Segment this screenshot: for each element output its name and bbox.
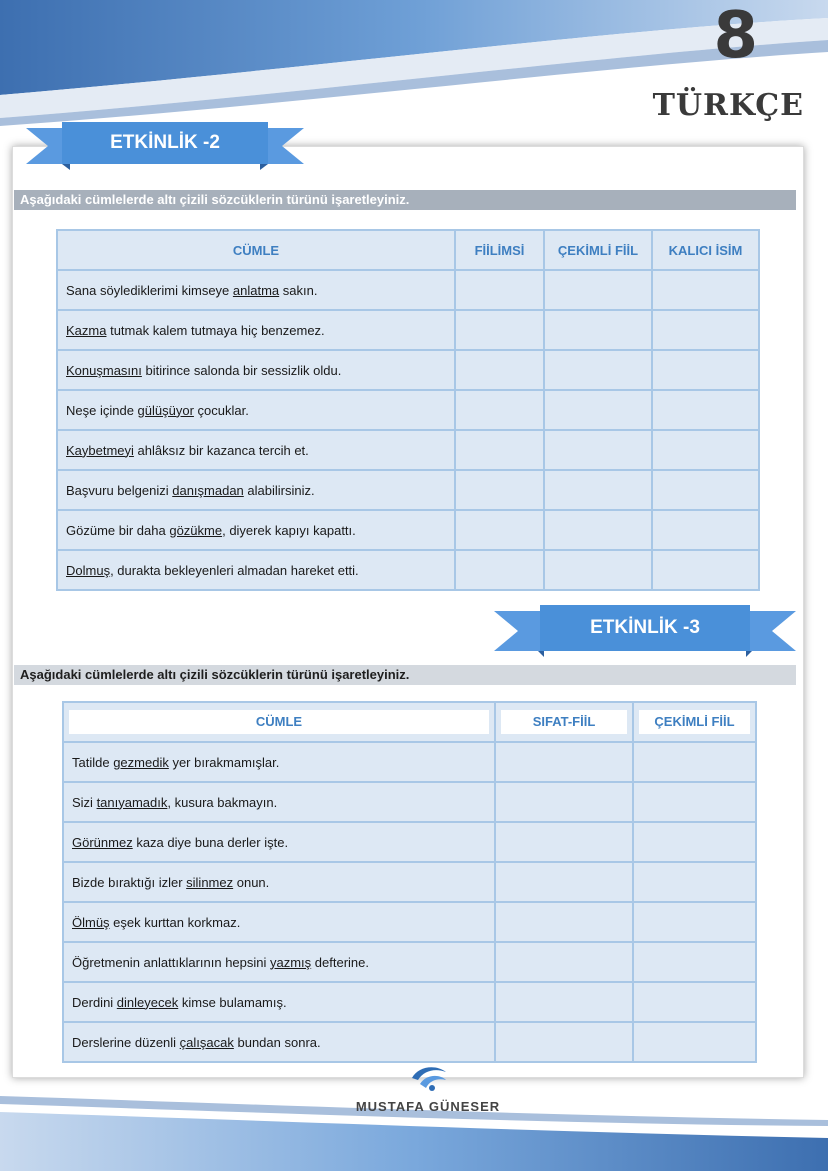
answer-cell-sifat-fiil[interactable] — [495, 782, 633, 822]
sentence-text-after: , kusura bakmayın. — [167, 794, 278, 810]
sentence-cell — [63, 902, 495, 942]
underlined-word: Kaybetmeyi — [66, 442, 134, 458]
sentence-text-after: , diyerek kapıyı kapattı. — [222, 522, 356, 538]
sentence-cell — [57, 270, 455, 310]
sentence-text-before: Sana söylediklerimi kimseye — [66, 282, 233, 298]
answer-cell-sifat-fiil[interactable] — [495, 982, 633, 1022]
underlined-word: gözükme — [169, 522, 223, 538]
sentence-text-after: alabilirsiniz. — [243, 482, 315, 498]
table-row — [63, 1022, 756, 1062]
table-header-row — [63, 702, 756, 742]
table-row — [57, 310, 759, 350]
col-header-sentence: CÜMLE — [57, 230, 455, 270]
answer-cell-cekimli-fiil[interactable] — [544, 470, 652, 510]
table-row — [57, 470, 759, 510]
activity2-ribbon — [26, 122, 304, 170]
answer-cell-kalici-isim[interactable] — [652, 390, 759, 430]
answer-cell-cekimli-fiil[interactable] — [544, 510, 652, 550]
sentence-cell — [57, 470, 455, 510]
answer-cell-kalici-isim[interactable] — [652, 550, 759, 590]
underlined-word: Görünmez — [72, 834, 133, 850]
sentence-text-after: sakın. — [279, 282, 318, 298]
sentence-text-before: Derdini — [72, 994, 117, 1010]
activity2-table — [56, 229, 760, 591]
sentence-text-after: ahlâksız bir kazanca tercih et. — [133, 442, 309, 458]
answer-cell-cekimli-fiil[interactable] — [633, 822, 756, 862]
sentence-cell — [57, 350, 455, 390]
col-header-cekimli-fiil — [633, 702, 756, 742]
col-header-sentence — [63, 702, 495, 742]
answer-cell-cekimli-fiil[interactable] — [633, 862, 756, 902]
sentence-cell — [57, 310, 455, 350]
sentence-text-before: Neşe içinde — [66, 402, 138, 418]
sentence-cell — [63, 1022, 495, 1062]
sentence-text-before: Derslerine düzenli — [72, 1034, 180, 1050]
sentence-text-before: Bizde bıraktığı izler — [72, 874, 187, 890]
brand-name: MUSTAFA GÜNESER — [355, 1099, 501, 1114]
sentence-cell — [57, 510, 455, 550]
sentence-text-after: , durakta bekleyenleri almadan hareket etti. — [110, 562, 359, 578]
answer-cell-cekimli-fiil[interactable] — [544, 550, 652, 590]
table-header-row — [57, 230, 759, 270]
sentence-cell — [57, 550, 455, 590]
grade-number: 8 — [713, 0, 758, 73]
activity3-title: ETKİNLİK -3 — [590, 617, 700, 638]
answer-cell-cekimli-fiil[interactable] — [544, 430, 652, 470]
sentence-text-before: Gözüme bir daha — [66, 522, 170, 538]
activity2-instruction: Aşağıdaki cümlelerde altı çizili sözcüklerin türünü işaretleyiniz. — [14, 190, 796, 210]
answer-cell-sifat-fiil[interactable] — [495, 822, 633, 862]
answer-cell-cekimli-fiil[interactable] — [633, 1022, 756, 1062]
table-row — [63, 862, 756, 902]
answer-cell-cekimli-fiil[interactable] — [544, 270, 652, 310]
answer-cell-cekimli-fiil[interactable] — [633, 782, 756, 822]
answer-cell-fiilimsi[interactable] — [455, 270, 544, 310]
underlined-word: gezmedik — [113, 754, 169, 770]
sentence-text-before: Başvuru belgenizi — [66, 482, 173, 498]
underlined-word: dinleyecek — [116, 994, 179, 1010]
underlined-word: danışmadan — [172, 482, 244, 498]
answer-cell-cekimli-fiil[interactable] — [544, 390, 652, 430]
answer-cell-fiilimsi[interactable] — [455, 470, 544, 510]
answer-cell-kalici-isim[interactable] — [652, 510, 759, 550]
brand-logo — [328, 1064, 528, 1114]
sentence-cell — [63, 862, 495, 902]
sentence-text-after: yer bırakmamışlar. — [168, 754, 280, 770]
col-header-sentence-label: CÜMLE — [69, 710, 489, 734]
col-header-fiilimsi: FİİLİMSİ — [455, 230, 544, 270]
table-row — [57, 510, 759, 550]
answer-cell-sifat-fiil[interactable] — [495, 742, 633, 782]
table-row — [63, 942, 756, 982]
table-row — [57, 430, 759, 470]
table-row — [57, 270, 759, 310]
sentence-cell — [63, 822, 495, 862]
col-header-cekimli-fiil-label: ÇEKİMLİ FİİL — [639, 710, 750, 734]
answer-cell-fiilimsi[interactable] — [455, 390, 544, 430]
table-row — [63, 782, 756, 822]
answer-cell-sifat-fiil[interactable] — [495, 862, 633, 902]
answer-cell-kalici-isim[interactable] — [652, 430, 759, 470]
underlined-word: yazmış — [270, 954, 312, 970]
answer-cell-cekimli-fiil[interactable] — [633, 982, 756, 1022]
sentence-text-after: çocuklar. — [193, 402, 249, 418]
answer-cell-cekimli-fiil[interactable] — [544, 350, 652, 390]
col-header-sifat-fiil — [495, 702, 633, 742]
table-row — [63, 902, 756, 942]
underlined-word: anlatma — [232, 282, 280, 298]
answer-cell-fiilimsi[interactable] — [455, 510, 544, 550]
underlined-word: Dolmuş — [66, 562, 111, 578]
subject-title: TÜRKÇE — [652, 88, 804, 123]
answer-cell-kalici-isim[interactable] — [652, 350, 759, 390]
col-header-sifat-fiil-label: SIFAT-FİİL — [501, 710, 627, 734]
table-row — [57, 550, 759, 590]
answer-cell-kalici-isim[interactable] — [652, 270, 759, 310]
answer-cell-fiilimsi[interactable] — [455, 550, 544, 590]
sentence-cell — [63, 782, 495, 822]
underlined-word: gülüşüyor — [137, 402, 194, 418]
sentence-text-after: eşek kurttan korkmaz. — [109, 914, 241, 930]
sentence-text-before: Sizi — [72, 794, 97, 810]
table-row — [63, 742, 756, 782]
sentence-cell — [57, 430, 455, 470]
sentence-text-after: onun. — [233, 874, 270, 890]
answer-cell-cekimli-fiil[interactable] — [633, 942, 756, 982]
sentence-text-after: bundan sonra. — [233, 1034, 321, 1050]
answer-cell-cekimli-fiil[interactable] — [544, 310, 652, 350]
sentence-text-before: Tatilde — [72, 754, 114, 770]
sentence-text-after: defterine. — [311, 954, 369, 970]
underlined-word: silinmez — [186, 874, 234, 890]
underlined-word: çalışacak — [179, 1034, 234, 1050]
answer-cell-fiilimsi[interactable] — [455, 310, 544, 350]
answer-cell-fiilimsi[interactable] — [455, 350, 544, 390]
activity3-ribbon — [494, 605, 796, 657]
underlined-word: Kazma — [66, 322, 107, 338]
underlined-word: tanıyamadık — [96, 794, 168, 810]
answer-cell-sifat-fiil[interactable] — [495, 942, 633, 982]
answer-cell-sifat-fiil[interactable] — [495, 1022, 633, 1062]
underlined-word: Konuşmasını — [66, 362, 142, 378]
activity3-instruction: Aşağıdaki cümlelerde altı çizili sözcüklerin türünü işaretleyiniz. — [14, 665, 796, 685]
sentence-cell — [63, 942, 495, 982]
sentence-text-after: tutmak kalem tutmaya hiç benzemez. — [106, 322, 325, 338]
sentence-cell — [63, 742, 495, 782]
answer-cell-fiilimsi[interactable] — [455, 430, 544, 470]
table-row — [57, 390, 759, 430]
answer-cell-kalici-isim[interactable] — [652, 310, 759, 350]
sentence-cell — [63, 982, 495, 1022]
sentence-text-after: kaza diye buna derler işte. — [132, 834, 289, 850]
sentence-cell — [57, 390, 455, 430]
table-row — [57, 350, 759, 390]
underlined-word: Ölmüş — [72, 914, 110, 930]
sentence-text-before: Öğretmenin anlattıklarının hepsini — [72, 954, 270, 970]
col-header-cekimli-fiil: ÇEKİMLİ FİİL — [544, 230, 652, 270]
answer-cell-kalici-isim[interactable] — [652, 470, 759, 510]
brand-logo-icon — [406, 1064, 450, 1094]
activity3-table — [62, 701, 757, 1063]
sentence-text-after: kimse bulamamış. — [178, 994, 287, 1010]
answer-cell-cekimli-fiil[interactable] — [633, 742, 756, 782]
table-row — [63, 822, 756, 862]
activity2-title: ETKİNLİK -2 — [110, 132, 220, 153]
table-row — [63, 982, 756, 1022]
col-header-kalici-isim: KALICI İSİM — [652, 230, 759, 270]
answer-cell-cekimli-fiil[interactable] — [633, 902, 756, 942]
sentence-text-after: bitirince salonda bir sessizlik oldu. — [141, 362, 342, 378]
answer-cell-sifat-fiil[interactable] — [495, 902, 633, 942]
